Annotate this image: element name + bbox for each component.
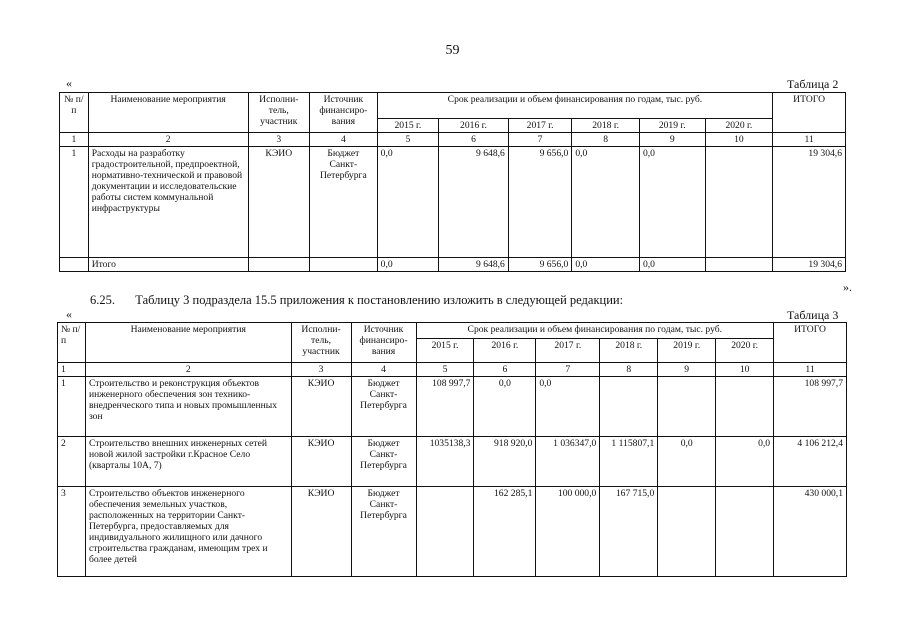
table-row xyxy=(60,147,846,258)
row-year-value: 0,0 xyxy=(639,147,705,258)
section-paragraph xyxy=(90,293,623,308)
total-year-value: 0,0 xyxy=(377,258,438,272)
col-number: 3 xyxy=(248,133,309,147)
table2-title: Таблица 2 xyxy=(787,77,839,91)
col-number: 10 xyxy=(705,133,773,147)
col-number: 1 xyxy=(58,363,86,377)
header-year: 2020 г. xyxy=(705,119,773,133)
col-number: 4 xyxy=(310,133,378,147)
open-quote-table3: « xyxy=(66,307,72,321)
col-number: 10 xyxy=(716,363,774,377)
row-executor: КЭИО xyxy=(291,487,351,577)
row-year-value: 9 656,0 xyxy=(508,147,572,258)
table-row xyxy=(58,487,847,577)
row-total: 4 106 212,4 xyxy=(774,437,847,487)
row-no: 1 xyxy=(60,147,89,258)
header-year: 2020 г. xyxy=(716,339,774,363)
row-year-value: 0,0 xyxy=(658,437,716,487)
row-executor: КЭИО xyxy=(291,437,351,487)
header-total: ИТОГО xyxy=(773,93,846,133)
header-year: 2018 г. xyxy=(572,119,640,133)
row-total: 108 997,7 xyxy=(774,377,847,437)
row-year-value: 0,0 xyxy=(377,147,438,258)
header-year: 2016 г. xyxy=(439,119,509,133)
row-year-value: 162 285,1 xyxy=(474,487,536,577)
row-year-value: 0,0 xyxy=(716,437,774,487)
header-year: 2015 г. xyxy=(416,339,474,363)
row-year-value: 167 715,0 xyxy=(600,487,658,577)
row-year-value: 0,0 xyxy=(572,147,640,258)
total-label: Итого xyxy=(88,258,248,272)
section-number: 6.25. xyxy=(90,293,115,307)
header-year: 2019 г. xyxy=(658,339,716,363)
col-number: 8 xyxy=(572,133,640,147)
row-year-value xyxy=(716,377,774,437)
header-name: Наименование мероприятия xyxy=(88,93,248,133)
row-no: 2 xyxy=(58,437,86,487)
col-number: 5 xyxy=(377,133,438,147)
col-number: 6 xyxy=(474,363,536,377)
row-source: Бюджет Санкт-Петербурга xyxy=(351,377,416,437)
header-name: Наименование мероприятия xyxy=(85,323,291,363)
col-number: 7 xyxy=(536,363,600,377)
header-no: № п/п xyxy=(60,93,89,133)
col-number: 1 xyxy=(60,133,89,147)
row-year-value: 918 920,0 xyxy=(474,437,536,487)
col-number: 9 xyxy=(639,133,705,147)
row-no: 3 xyxy=(58,487,86,577)
row-name: Строительство объектов инженерного обеспечения земельных участков, расположенных на территории Санкт-Петербурга, предоставляемых для индивидуального жилищного или дачного строительства гражданам, имеющим трех и более детей xyxy=(85,487,291,577)
row-source: Бюджет Санкт-Петербурга xyxy=(351,487,416,577)
row-no: 1 xyxy=(58,377,86,437)
row-source: Бюджет Санкт-Петербурга xyxy=(351,437,416,487)
col-number: 5 xyxy=(416,363,474,377)
close-quote: ». xyxy=(843,280,852,294)
table-row xyxy=(58,437,847,487)
row-year-value: 9 648,6 xyxy=(439,147,509,258)
col-number: 9 xyxy=(658,363,716,377)
header-period: Срок реализации и объем финансирования по годам, тыс. руб. xyxy=(416,323,774,339)
table2 xyxy=(59,92,846,272)
header-year: 2017 г. xyxy=(536,339,600,363)
row-year-value: 0,0 xyxy=(536,377,600,437)
col-number: 7 xyxy=(508,133,572,147)
row-year-value: 1 036347,0 xyxy=(536,437,600,487)
header-executor: Исполни-тель, участник xyxy=(248,93,309,133)
row-year-value xyxy=(716,487,774,577)
header-year: 2016 г. xyxy=(474,339,536,363)
row-year-value xyxy=(600,377,658,437)
open-quote-table2: « xyxy=(66,76,72,90)
row-source: Бюджет Санкт-Петербурга xyxy=(310,147,378,258)
col-number: 4 xyxy=(351,363,416,377)
header-year: 2015 г. xyxy=(377,119,438,133)
header-executor: Исполни-тель, участник xyxy=(291,323,351,363)
total-year-value: 9 656,0 xyxy=(508,258,572,272)
header-source: Источник финансиро-вания xyxy=(351,323,416,363)
header-period: Срок реализации и объем финансирования по годам, тыс. руб. xyxy=(377,93,773,119)
row-year-value: 108 997,7 xyxy=(416,377,474,437)
row-name: Строительство и реконструкция объектов инженерного обеспечения зон технико-внедренческого типа и новых промышленных зон xyxy=(85,377,291,437)
total-year-value: 0,0 xyxy=(572,258,640,272)
page-number: 59 xyxy=(445,43,460,58)
row-executor: КЭИО xyxy=(248,147,309,258)
table-row xyxy=(58,377,847,437)
row-name: Расходы на разработку градостроительной, предпроектной, нормативно-технической и правовой документации и исследовательские работы систем коммунальной инфраструктуры xyxy=(88,147,248,258)
row-year-value xyxy=(658,377,716,437)
row-year-value: 100 000,0 xyxy=(536,487,600,577)
col-number: 2 xyxy=(85,363,291,377)
table3-title: Таблица 3 xyxy=(787,308,839,322)
total-year-value: 9 648,6 xyxy=(439,258,509,272)
col-number: 11 xyxy=(773,133,846,147)
row-year-value xyxy=(705,147,773,258)
col-number: 6 xyxy=(439,133,509,147)
header-no: № п/п xyxy=(58,323,86,363)
col-number: 3 xyxy=(291,363,351,377)
header-total: ИТОГО xyxy=(774,323,847,363)
total-year-value: 0,0 xyxy=(639,258,705,272)
row-total: 430 000,1 xyxy=(774,487,847,577)
col-number: 8 xyxy=(600,363,658,377)
section-text: Таблицу 3 подраздела 15.5 приложения к постановлению изложить в следующей редакции: xyxy=(135,293,624,307)
header-source: Источник финансиро-вания xyxy=(310,93,378,133)
col-number: 2 xyxy=(88,133,248,147)
table3 xyxy=(57,322,847,577)
col-number: 11 xyxy=(774,363,847,377)
header-year: 2017 г. xyxy=(508,119,572,133)
total-year-value xyxy=(705,258,773,272)
total-row xyxy=(60,258,846,272)
header-year: 2019 г. xyxy=(639,119,705,133)
row-year-value xyxy=(416,487,474,577)
row-year-value: 1 115807,1 xyxy=(600,437,658,487)
row-year-value: 0,0 xyxy=(474,377,536,437)
row-year-value: 1035138,3 xyxy=(416,437,474,487)
total-value: 19 304,6 xyxy=(773,258,846,272)
row-total: 19 304,6 xyxy=(773,147,846,258)
row-name: Строительство внешних инженерных сетей новой жилой застройки г.Красное Село (кварталы 10А, 7) xyxy=(85,437,291,487)
row-executor: КЭИО xyxy=(291,377,351,437)
row-year-value xyxy=(658,487,716,577)
header-year: 2018 г. xyxy=(600,339,658,363)
